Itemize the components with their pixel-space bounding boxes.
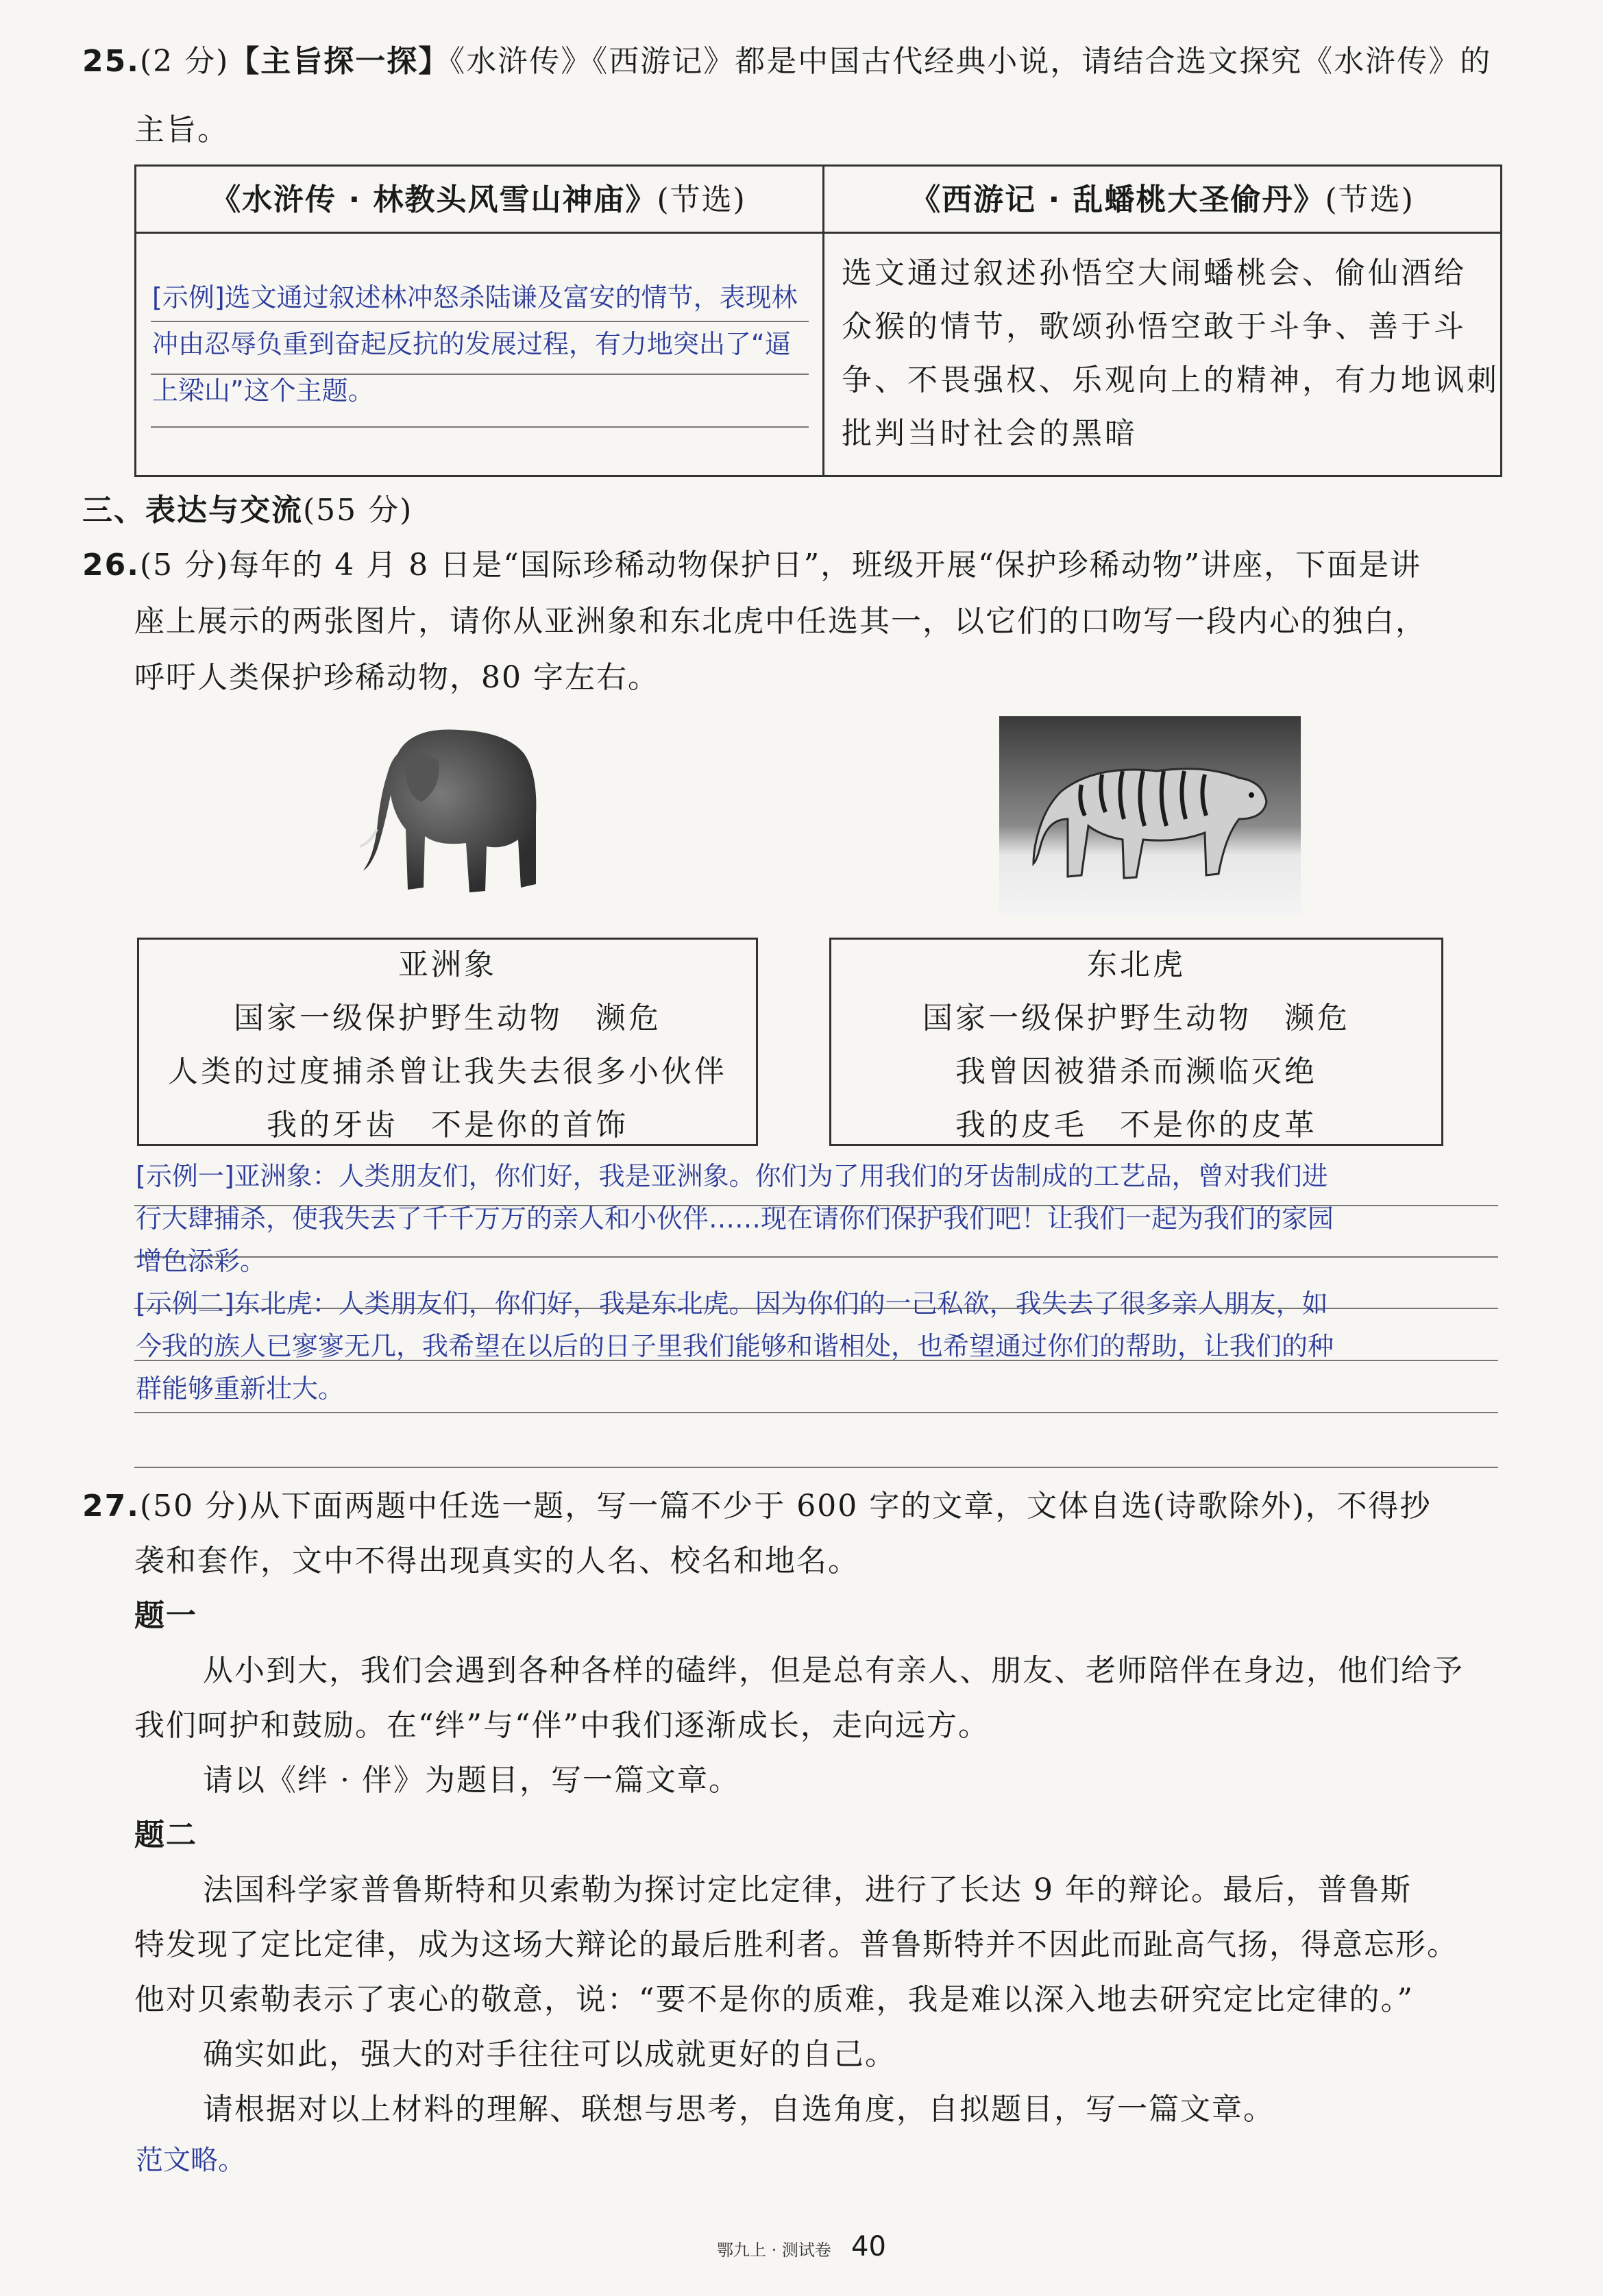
footer-label: 鄂九上 · 测试卷 — [717, 2240, 831, 2260]
topic2-line: 特发现了定比定律，成为这场大辩论的最后胜利者。普鲁斯特并不因此而趾高气扬，得意忘形。 — [134, 1927, 1458, 1962]
topic2-line: 他对贝索勒表示了衷心的敬意，说：“要不是你的质难，我是难以深入地去研究定比定律的。” — [134, 1982, 1414, 2017]
q25-tag: 【主旨探一探】 — [229, 44, 450, 79]
q25-left-answer: [示例]选文通过叙述林冲怒杀陆谦及富安的情节，表现林冲由忍辱负重到奋起反抗的发展过程，有力地突出了“逼上梁山”这个主题。 — [152, 282, 798, 406]
q26-answer — [136, 1155, 1513, 1410]
q25-score: (2 分) — [139, 44, 230, 79]
topic1-body — [134, 1644, 1532, 1808]
q26-line3: 呼吁人类保护珍稀动物，80 字左右。 — [134, 660, 659, 695]
tiger-info-card — [829, 938, 1443, 1146]
q27-line2: 袭和套作，文中不得出现真实的人名、校名和地名。 — [134, 1543, 859, 1578]
q26-answer-line: [示例二]东北虎：人类朋友们，你们好，我是东北虎。因为你们的一己私欲，我失去了很多亲人朋友，如 — [136, 1289, 1328, 1319]
page-footer — [0, 2231, 1603, 2262]
q25-right-header: 《西游记 · 乱蟠桃大圣偷丹》(节选) — [910, 182, 1415, 217]
topic1-title: 题一 — [134, 1598, 197, 1633]
q25-number: 25. — [82, 44, 140, 79]
card-line: 人类的过度捕杀曾让我失去很多小伙伴 — [168, 1054, 727, 1089]
q25-prompt: 《水浒传》《西游记》都是中国古代经典小说，请结合选文探究《水浒传》的 — [450, 44, 1492, 79]
q25-left-header: 《水浒传 · 林教头风雪山神庙》(节选) — [210, 182, 746, 217]
q27-number: 27. — [82, 1489, 140, 1524]
elephant-info-card — [137, 938, 758, 1146]
answer-rule — [134, 1467, 1498, 1468]
q26-answer-line: 群能够重新壮大。 — [136, 1373, 345, 1404]
q26-answer-line: 今我的族人已寥寥无几，我希望在以后的日子里我们能够和谐相处，也希望通过你们的帮助，让我们的种 — [136, 1331, 1334, 1361]
q26-answer-line: [示例一]亚洲象：人类朋友们，你们好，我是亚洲象。你们为了用我们的牙齿制成的工艺品，曾对我们进 — [136, 1161, 1328, 1191]
topic2-line: 确实如此，强大的对手往往可以成就更好的自己。 — [203, 2037, 896, 2072]
card-line: 我曾因被猎杀而濒临灭绝 — [955, 1054, 1317, 1089]
q25-intro-line1 — [82, 34, 1521, 89]
page-number: 40 — [851, 2231, 886, 2262]
q26-number: 26. — [82, 548, 140, 583]
card-line: 国家一级保护野生动物 濒危 — [922, 1001, 1350, 1036]
card-line: 国家一级保护野生动物 濒危 — [234, 1001, 661, 1036]
q25-intro-line2: 主旨。 — [134, 112, 229, 147]
card-title: 东北虎 — [1087, 947, 1186, 982]
section3-heading: 三、表达与交流(55 分) — [82, 493, 413, 528]
q25-right-line: 争、不畏强权、乐观向上的精神，有力地讽刺 — [842, 363, 1500, 398]
card-line: 我的牙齿 不是你的首饰 — [267, 1108, 628, 1143]
answer-rule — [134, 1412, 1498, 1413]
q27-answer: 范文略。 — [136, 2145, 245, 2176]
q25-right-line: 批判当时社会的黑暗 — [842, 416, 1138, 451]
q26-line2: 座上展示的两张图片，请你从亚洲象和东北虎中任选其一，以它们的口吻写一段内心的独白， — [134, 604, 1427, 639]
elephant-image — [356, 713, 562, 912]
card-line: 我的皮毛 不是你的皮革 — [955, 1108, 1317, 1143]
q25-table-header-rule — [134, 232, 1502, 234]
topic2-line: 请根据对以上材料的理解、联想与思考，自选角度，自拟题目，写一篇文章。 — [203, 2092, 1275, 2127]
topic2-body — [134, 1863, 1532, 2137]
card-title: 亚洲象 — [398, 947, 497, 982]
topic1-line: 请以《绊 · 伴》为题目，写一篇文章。 — [203, 1763, 740, 1798]
topic2-title: 题二 — [134, 1818, 197, 1853]
q27-line1: 27.(50 分)从下面两题中任选一题，写一篇不少于 600 字的文章，文体自选(诗歌除外)，不得抄 — [82, 1489, 1432, 1524]
q26-line1: 26.(5 分)每年的 4 月 8 日是“国际珍稀动物保护日”，班级开展“保护珍稀动物”讲座，下面是讲 — [82, 548, 1422, 583]
q25-right-line: 众猴的情节，歌颂孙悟空敢于斗争、善于斗 — [842, 309, 1467, 344]
topic1-line: 从小到大，我们会遇到各种各样的磕绊，但是总有亲人、朋友、老师陪伴在身边，他们给予 — [203, 1653, 1464, 1688]
topic1-line: 我们呵护和鼓励。在“绊”与“伴”中我们逐渐成长，走向远方。 — [134, 1708, 990, 1743]
q25-right-content — [842, 247, 1500, 461]
answer-rule — [151, 426, 809, 428]
q26-answer-line: 增色添彩。 — [136, 1246, 267, 1276]
q25-right-line: 选文通过叙述孙悟空大闹蟠桃会、偷仙酒给 — [842, 256, 1467, 291]
q26-answer-line: 行大肆捕杀，使我失去了千千万万的亲人和小伙伴……现在请你们保护我们吧！让我们一起为我们的家园 — [136, 1204, 1334, 1234]
topic2-line: 法国科学家普鲁斯特和贝索勒为探讨定比定律，进行了长达 9 年的辩论。最后，普鲁斯 — [203, 1872, 1412, 1907]
tiger-image — [999, 716, 1301, 915]
